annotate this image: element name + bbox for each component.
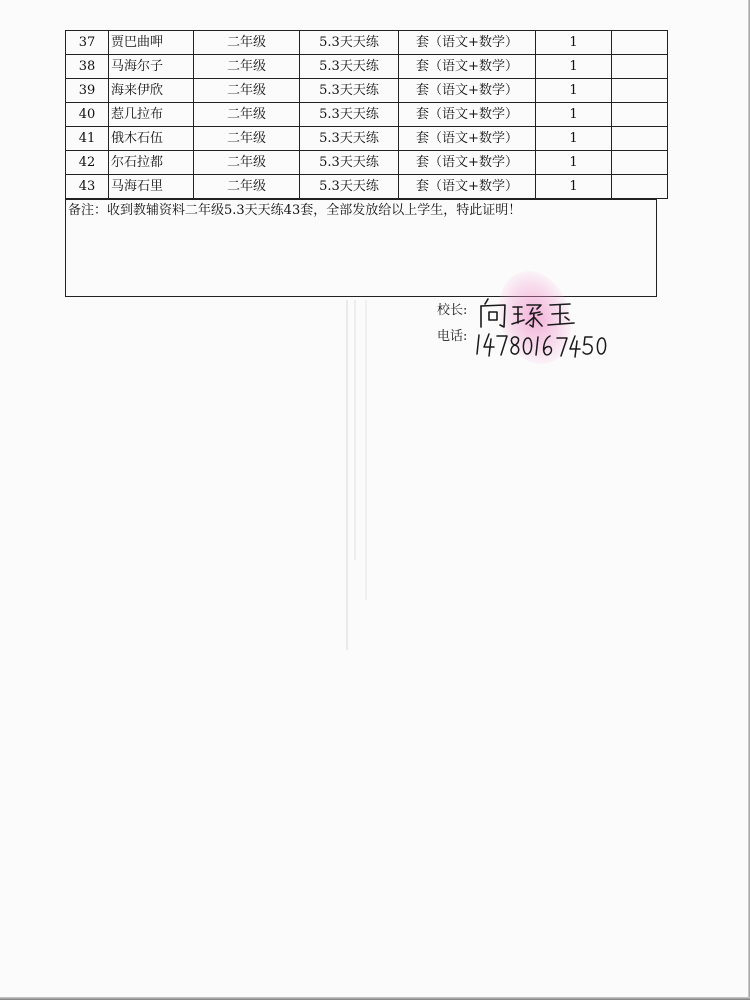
principal-label: 校长: [437, 303, 468, 318]
row-number: 43 [66, 175, 109, 199]
remarks-text: 备注：收到教辅资料二年级5.3天天练43套，全部发放给以上学生，特此证明！ [68, 203, 522, 218]
table-row [66, 151, 668, 175]
phone-handwriting [474, 330, 609, 360]
unit-cell: 套（语文+数学） [399, 175, 536, 199]
remark-cell [612, 31, 668, 55]
grade-cell: 二年级 [194, 175, 300, 199]
unit-cell: 套（语文+数学） [399, 55, 536, 79]
remark-cell [612, 175, 668, 199]
student-name: 俄木石伍 [109, 127, 194, 151]
unit-cell: 套（语文+数学） [399, 127, 536, 151]
row-number: 41 [66, 127, 109, 151]
unit-cell: 套（语文+数学） [399, 79, 536, 103]
table-row [66, 79, 668, 103]
student-distribution-table [65, 30, 668, 199]
row-number: 42 [66, 151, 109, 175]
remark-cell [612, 103, 668, 127]
book-title-cell: 5.3天天练 [300, 31, 399, 55]
row-number: 38 [66, 55, 109, 79]
book-title-cell: 5.3天天练 [300, 175, 399, 199]
grade-cell: 二年级 [194, 151, 300, 175]
grade-cell: 二年级 [194, 103, 300, 127]
table-row [66, 55, 668, 79]
quantity-cell: 1 [536, 127, 612, 151]
book-title-cell: 5.3天天练 [300, 55, 399, 79]
quantity-cell: 1 [536, 31, 612, 55]
remarks-box [65, 199, 657, 297]
student-name: 海来伊欣 [109, 79, 194, 103]
grade-cell: 二年级 [194, 31, 300, 55]
unit-cell: 套（语文+数学） [399, 103, 536, 127]
grade-cell: 二年级 [194, 79, 300, 103]
quantity-cell: 1 [536, 151, 612, 175]
row-number: 37 [66, 31, 109, 55]
book-title-cell: 5.3天天练 [300, 79, 399, 103]
quantity-cell: 1 [536, 79, 612, 103]
quantity-cell: 1 [536, 175, 612, 199]
quantity-cell: 1 [536, 55, 612, 79]
phone-label: 电话: [437, 329, 468, 344]
book-title-cell: 5.3天天练 [300, 103, 399, 127]
student-name: 尔石拉都 [109, 151, 194, 175]
remark-cell [612, 79, 668, 103]
book-title-cell: 5.3天天练 [300, 151, 399, 175]
student-name: 贾巴曲呷 [109, 31, 194, 55]
grade-cell: 二年级 [194, 55, 300, 79]
quantity-cell: 1 [536, 103, 612, 127]
grade-cell: 二年级 [194, 127, 300, 151]
row-number: 39 [66, 79, 109, 103]
unit-cell: 套（语文+数学） [399, 151, 536, 175]
book-title-cell: 5.3天天练 [300, 127, 399, 151]
table-row [66, 103, 668, 127]
remark-cell [612, 151, 668, 175]
table-row [66, 175, 668, 199]
remark-cell [612, 127, 668, 151]
row-number: 40 [66, 103, 109, 127]
table-row [66, 127, 668, 151]
student-name: 马海石里 [109, 175, 194, 199]
unit-cell: 套（语文+数学） [399, 31, 536, 55]
student-name: 惹几拉布 [109, 103, 194, 127]
table-row [66, 31, 668, 55]
student-name: 马海尔子 [109, 55, 194, 79]
principal-signature-handwriting [478, 296, 588, 330]
remark-cell [612, 55, 668, 79]
